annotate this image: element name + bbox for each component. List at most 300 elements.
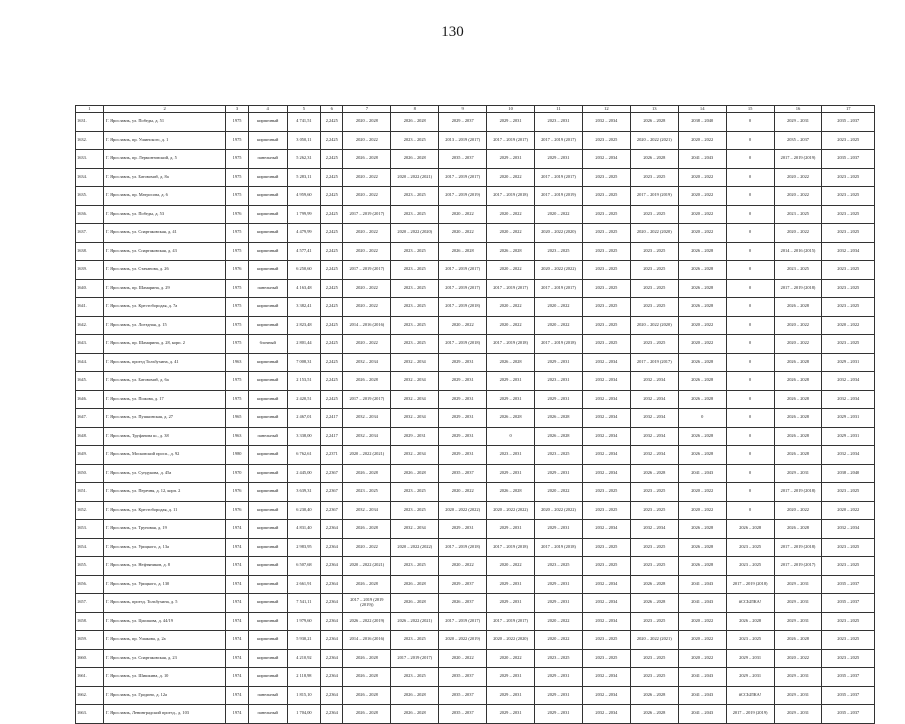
row-number-cell: 1634.	[76, 168, 104, 187]
table-cell: 2023 – 2025	[630, 205, 678, 224]
table-cell: 2029 – 2031	[774, 575, 822, 594]
table-cell: 2020 – 2022	[774, 168, 822, 187]
table-cell: 2023 – 2025	[630, 261, 678, 280]
table-cell: 2023 – 2025	[582, 557, 630, 576]
table-cell: 3 639,31	[287, 483, 320, 502]
table-cell: 2017 – 2019 (2017)	[343, 390, 391, 409]
table-cell: 2026 – 2028	[343, 705, 391, 724]
address-cell: Г. Ярославль, ул. Батовомаб, д. 6а	[103, 372, 226, 391]
table-cell: 2041 – 2043	[678, 594, 726, 613]
table-cell: 2029 – 2031	[535, 705, 583, 724]
table-cell: 1976	[226, 261, 248, 280]
table-cell: 0	[726, 150, 774, 169]
table-cell: 2032 – 2034	[582, 409, 630, 428]
table-cell: 2026 – 2022 (2021)	[391, 612, 439, 631]
table-cell: 2032 – 2034	[822, 390, 875, 409]
table-cell: 4 741,51	[287, 113, 320, 132]
table-cell: 2029 – 2031	[487, 150, 535, 169]
table-cell: 2 445,00	[287, 464, 320, 483]
table-cell: 1974	[226, 686, 248, 705]
table-cell: 1975	[226, 279, 248, 298]
table-cell: 2023 – 2025	[582, 279, 630, 298]
table-cell: 2020 – 2022	[343, 335, 391, 354]
table-cell: 2,2425	[321, 131, 343, 150]
table-cell: кирпичный	[248, 409, 287, 428]
table-cell: кирпичный	[248, 483, 287, 502]
table-cell: 0	[726, 205, 774, 224]
table-cell: 2032 – 2034	[630, 446, 678, 465]
table-cell: 1975	[226, 131, 248, 150]
table-cell: кирпичный	[248, 557, 287, 576]
table-cell: 2035 – 2037	[822, 575, 875, 594]
table-cell: 2029 – 2031	[439, 427, 487, 446]
table-cell: 2032 – 2034	[391, 390, 439, 409]
table-cell: 2026 – 2028	[774, 353, 822, 372]
table-cell: 2020 – 2022 (2020)	[391, 224, 439, 243]
row-number-cell: 1647.	[76, 409, 104, 428]
table-cell: 2029 – 2031	[487, 113, 535, 132]
table-cell: 2020 – 2022 (2021)	[343, 446, 391, 465]
table-cell: 1975	[226, 224, 248, 243]
table-row	[76, 483, 875, 502]
table-cell: 2029 – 2031	[439, 409, 487, 428]
table-cell: 2023 – 2025	[726, 538, 774, 557]
table-cell: 2020 – 2022 (2020)	[487, 631, 535, 650]
table-body	[76, 113, 875, 724]
table-cell: 2020 – 2022	[439, 649, 487, 668]
table-cell: 2017 – 2019 (2018)	[535, 335, 583, 354]
table-cell: 2017 – 2019 (2017)	[439, 168, 487, 187]
table-cell: 2023 – 2025	[582, 649, 630, 668]
table-cell: 2,2425	[321, 279, 343, 298]
table-cell: 2026 – 2028	[343, 464, 391, 483]
table-cell: 2017 – 2019 (2018)	[774, 483, 822, 502]
table-cell: 2026 – 2028	[630, 594, 678, 613]
table-cell: 2,2417	[321, 409, 343, 428]
table-cell: кирпичный	[248, 575, 287, 594]
table-row	[76, 464, 875, 483]
row-number-cell: 1633.	[76, 150, 104, 169]
row-number-cell: 1632.	[76, 131, 104, 150]
table-cell: 2029 – 2031	[439, 390, 487, 409]
table-cell: кирпичный	[248, 538, 287, 557]
table-cell: 2026 – 2028	[535, 409, 583, 428]
table-cell: 2023 – 2025	[630, 668, 678, 687]
table-cell: 2026 – 2028	[487, 353, 535, 372]
table-cell: 2023 – 2025	[391, 279, 439, 298]
table-cell: кирпичный	[248, 649, 287, 668]
table-cell: 1963	[226, 353, 248, 372]
address-cell: Г. Ярославль, ул. Спартаковская, д. 23	[103, 649, 226, 668]
table-cell: 2023 – 2025	[535, 649, 583, 668]
table-cell: 2023 – 2025	[630, 298, 678, 317]
table-cell: 2 153,51	[287, 372, 320, 391]
table-cell: 2,2364	[321, 557, 343, 576]
address-cell: Г. Ярославль, ул. Спартаковская, д. 43	[103, 242, 226, 261]
table-cell: 2023 – 2025	[774, 205, 822, 224]
table-cell: 0	[726, 113, 774, 132]
table-cell: 2017 – 2019 (2017)	[439, 612, 487, 631]
table-cell: 2014 – 2016 (2015)	[774, 242, 822, 261]
row-number-cell: 1655.	[76, 557, 104, 576]
table-cell: 2023 – 2025	[582, 538, 630, 557]
row-number-cell: 1631.	[76, 113, 104, 132]
table-cell: 2020 – 2022	[487, 298, 535, 317]
table-cell: #ССЫЛКА!	[726, 686, 774, 705]
table-cell: 2023 – 2025	[822, 279, 875, 298]
table-cell: 2020 – 2022 (2022)	[535, 261, 583, 280]
table-cell: 2023 – 2025	[630, 557, 678, 576]
table-cell: 2026 – 2028	[343, 520, 391, 539]
table-cell: кирпичный	[248, 187, 287, 206]
table-cell: 2026 – 2022 (2019)	[343, 612, 391, 631]
column-header: 1	[76, 106, 104, 113]
row-number-cell: 1639.	[76, 261, 104, 280]
table-cell: 2023 – 2031	[487, 446, 535, 465]
table-cell: 2 420,51	[287, 390, 320, 409]
table-cell: 2035 – 2037	[822, 113, 875, 132]
table-cell: 2,2425	[321, 187, 343, 206]
table-row	[76, 261, 875, 280]
table-cell: 2,2425	[321, 242, 343, 261]
table-cell: 2020 – 2022	[678, 649, 726, 668]
table-cell: 2029 – 2031	[487, 594, 535, 613]
table-cell: 2,2425	[321, 261, 343, 280]
table-cell: 0	[726, 409, 774, 428]
table-cell: кирпичный	[248, 446, 287, 465]
table-cell: 2035 – 2037	[774, 131, 822, 150]
table-cell: 2023 – 2025	[822, 631, 875, 650]
table-cell: 1 704,00	[287, 705, 320, 724]
table-cell: 2020 – 2022	[343, 168, 391, 187]
address-cell: Г. Ярославль, ул. Пушкинская, д. 27	[103, 409, 226, 428]
table-cell: 2020 – 2022	[535, 612, 583, 631]
table-cell: 2029 – 2031	[774, 612, 822, 631]
table-cell: 2020 – 2022	[822, 501, 875, 520]
address-cell: Г. Ярославль, ул. Урицкого, д. 13а	[103, 538, 226, 557]
table-cell: 2029 – 2031	[487, 520, 535, 539]
column-header: 16	[774, 106, 822, 113]
row-number-cell: 1663.	[76, 705, 104, 724]
table-cell: 2023 – 2025	[630, 501, 678, 520]
table-cell: 2023 – 2025	[582, 224, 630, 243]
table-cell: 2023 – 2031	[535, 113, 583, 132]
table-cell: 2023 – 2025	[391, 131, 439, 150]
table-cell: 2020 – 2028	[343, 113, 391, 132]
table-cell: 5 283,11	[287, 168, 320, 187]
table-cell: 2029 – 2031	[535, 520, 583, 539]
row-number-cell: 1651.	[76, 483, 104, 502]
table-cell: 1974	[226, 538, 248, 557]
address-cell: Г. Ярославль, проезд Тольбухина, д. 41	[103, 353, 226, 372]
table-cell: 2026 – 2028	[343, 372, 391, 391]
table-cell: 7 541,11	[287, 594, 320, 613]
table-cell: 2017 – 2019 (2017)	[630, 353, 678, 372]
table-cell: 2,2417	[321, 427, 343, 446]
table-cell: 2026 – 2028	[343, 575, 391, 594]
table-cell: 2032 – 2034	[391, 353, 439, 372]
table-cell: панельный	[248, 705, 287, 724]
table-cell: 2032 – 2034	[343, 501, 391, 520]
table-cell: 0	[726, 483, 774, 502]
table-cell: 2023 – 2025	[391, 631, 439, 650]
table-cell: 2026 – 2028	[726, 612, 774, 631]
table-cell: 2032 – 2034	[582, 464, 630, 483]
table-cell: 2020 – 2022	[678, 483, 726, 502]
address-cell: Г. Ярославль, ул. Перечня, д. 12, корп. 2	[103, 483, 226, 502]
table-cell: 2017 – 2019 (2019)	[535, 187, 583, 206]
table-row	[76, 520, 875, 539]
table-cell: 2023 – 2025	[822, 612, 875, 631]
table-cell: 2026 – 2028	[487, 242, 535, 261]
table-row	[76, 649, 875, 668]
table-row	[76, 372, 875, 391]
row-number-cell: 1649.	[76, 446, 104, 465]
table-cell: 2035 – 2037	[439, 686, 487, 705]
table-cell: 2026 – 2028	[343, 668, 391, 687]
column-header: 2	[103, 106, 226, 113]
table-cell: 2026 – 2028	[678, 298, 726, 317]
table-cell: 2023 – 2025	[582, 501, 630, 520]
address-cell: Г. Ярославль, пр. Ушакова, д. 2а	[103, 631, 226, 650]
table-cell: 0	[726, 372, 774, 391]
table-cell: 2032 – 2034	[582, 150, 630, 169]
table-cell: 2041 – 2043	[678, 686, 726, 705]
table-cell: 2020 – 2022	[487, 224, 535, 243]
table-cell: 2,2425	[321, 205, 343, 224]
table-cell: 1974	[226, 705, 248, 724]
table-cell: 1974	[226, 557, 248, 576]
address-cell: Г. Ярославль, ул. Гродино, д. 12а	[103, 686, 226, 705]
row-number-cell: 1635.	[76, 187, 104, 206]
table-cell: кирпичный	[248, 353, 287, 372]
table-cell: 2,2364	[321, 594, 343, 613]
table-row	[76, 150, 875, 169]
table-cell: 2032 – 2034	[822, 372, 875, 391]
table-cell: 2029 – 2031	[439, 353, 487, 372]
table-cell: 2023 – 2025	[822, 298, 875, 317]
row-number-cell: 1650.	[76, 464, 104, 483]
table-cell: 2026 – 2028	[391, 705, 439, 724]
table-cell: 2029 – 2037	[439, 113, 487, 132]
column-header: 13	[630, 106, 678, 113]
table-cell: 2029 – 2031	[774, 594, 822, 613]
row-number-cell: 1656.	[76, 575, 104, 594]
table-cell: 2029 – 2031	[487, 372, 535, 391]
table-cell: 2017 – 2019 (2017)	[535, 131, 583, 150]
table-cell: 2,2364	[321, 575, 343, 594]
table-cell: 2020 – 2022	[487, 649, 535, 668]
table-cell: 2032 – 2034	[391, 372, 439, 391]
table-cell: 2023 – 2025	[822, 557, 875, 576]
address-cell: Г. Ярославль, ул. Спартаковская, д. 41	[103, 224, 226, 243]
table-cell: 2,2364	[321, 538, 343, 557]
table-cell: кирпичный	[248, 298, 287, 317]
table-cell: 2026 – 2028	[774, 390, 822, 409]
table-cell: 1974	[226, 575, 248, 594]
table-cell: 2023 – 2025	[582, 205, 630, 224]
table-cell: кирпичный	[248, 316, 287, 335]
table-cell: 2026 – 2028	[774, 372, 822, 391]
table-cell: 2023 – 2025	[630, 649, 678, 668]
table-cell: 2029 – 2031	[535, 464, 583, 483]
table-cell: 2013 – 2019 (2017)	[439, 131, 487, 150]
table-cell: 2023 – 2025	[582, 335, 630, 354]
row-number-cell: 1652.	[76, 501, 104, 520]
table-row	[76, 409, 875, 428]
table-cell: 0	[726, 224, 774, 243]
table-cell: 1976	[226, 483, 248, 502]
table-cell: 2020 – 2022 (2020)	[535, 224, 583, 243]
address-cell: Г. Ярославль, ул. Батовомаб, д. 8а	[103, 168, 226, 187]
column-header: 15	[726, 106, 774, 113]
table-cell: 2026 – 2028	[630, 705, 678, 724]
table-cell: 2,2364	[321, 520, 343, 539]
table-cell: 2023 – 2025	[582, 242, 630, 261]
table-cell: 2020 – 2022	[678, 168, 726, 187]
table-cell: 2023 – 2025	[822, 649, 875, 668]
table-cell: 2023 – 2025	[391, 261, 439, 280]
table-cell: 2032 – 2034	[582, 113, 630, 132]
row-number-cell: 1659.	[76, 631, 104, 650]
table-cell: 2035 – 2037	[439, 150, 487, 169]
table-cell: 2035 – 2037	[439, 668, 487, 687]
table-row	[76, 224, 875, 243]
table-cell: 2020 – 2022 (2021)	[391, 168, 439, 187]
table-cell: 2020 – 2022 (2021)	[630, 131, 678, 150]
table-cell: 2026 – 2028	[343, 150, 391, 169]
table-cell: 2,2371	[321, 446, 343, 465]
table-cell: 6 230,40	[287, 501, 320, 520]
address-cell: Г. Ярославль, пр. Матросова, д. 6	[103, 187, 226, 206]
table-row	[76, 686, 875, 705]
table-cell: 2017 – 2019 (2018)	[487, 335, 535, 354]
table-row	[76, 298, 875, 317]
table-cell: 2023 – 2025	[582, 131, 630, 150]
table-cell: 2020 – 2022	[678, 205, 726, 224]
table-cell: 2029 – 2031	[726, 649, 774, 668]
table-cell: 2017 – 2019 (2018)	[774, 279, 822, 298]
table-cell: 4 831,40	[287, 520, 320, 539]
table-cell: 2 467,01	[287, 409, 320, 428]
table-row	[76, 335, 875, 354]
table-cell: 1974	[226, 631, 248, 650]
column-header: 11	[535, 106, 583, 113]
table-cell: 2020 – 2022 (2022)	[439, 501, 487, 520]
table-cell: 2026 – 2028	[774, 427, 822, 446]
table-cell: 2041 – 2043	[678, 668, 726, 687]
table-cell: 2023 – 2025	[535, 242, 583, 261]
table-cell: 2017 – 2019 (2018)	[439, 538, 487, 557]
address-cell: Г. Ярославль, проезд. Тольбухина, д. 5	[103, 594, 226, 613]
table-cell: 2026 – 2028	[678, 353, 726, 372]
address-cell: Г. Ярославль, Труфанова ш., д. 38	[103, 427, 226, 446]
table-cell: 2017 – 2019 (2017)	[535, 168, 583, 187]
row-number-cell: 1645.	[76, 372, 104, 391]
table-cell: кирпичный	[248, 131, 287, 150]
row-number-cell: 1643.	[76, 335, 104, 354]
table-cell: 2020 – 2022	[439, 205, 487, 224]
table-cell: 2026 – 2028	[774, 631, 822, 650]
table-cell: 2023 – 2025	[391, 242, 439, 261]
table-cell: 2017 – 2019 (2019)	[726, 705, 774, 724]
table-cell: 2029 – 2031	[822, 409, 875, 428]
table-cell: 2032 – 2034	[630, 427, 678, 446]
table-cell: 2,2425	[321, 316, 343, 335]
table-cell: 2020 – 2022	[774, 501, 822, 520]
table-cell: 2029 – 2031	[535, 686, 583, 705]
table-cell: 2020 – 2022	[535, 483, 583, 502]
table-cell: 1974	[226, 612, 248, 631]
table-cell: 2029 – 2031	[535, 353, 583, 372]
table-cell: 2023 – 2025	[630, 335, 678, 354]
table-cell: 1970	[226, 464, 248, 483]
table-cell: 2,2425	[321, 335, 343, 354]
table-cell: 2026 – 2028	[726, 520, 774, 539]
table-cell: 2029 – 2031	[439, 372, 487, 391]
table-cell: 2,2367	[321, 501, 343, 520]
table-cell: 2029 – 2031	[487, 668, 535, 687]
table-cell: панельный	[248, 686, 287, 705]
table-cell: 2020 – 2022	[343, 242, 391, 261]
table-cell: 2026 – 2028	[678, 242, 726, 261]
table-cell: 2023 – 2025	[582, 298, 630, 317]
table-cell: 2029 – 2031	[487, 705, 535, 724]
table-cell: 2029 – 2031	[535, 668, 583, 687]
table-cell: 4 577,41	[287, 242, 320, 261]
table-cell: 2020 – 2022	[678, 316, 726, 335]
table-cell: кирпичный	[248, 390, 287, 409]
table-cell: 2017 – 2019 (2018)	[774, 538, 822, 557]
table-cell: 2017 – 2019 (2018)	[487, 187, 535, 206]
table-cell: 2020 – 2022	[487, 261, 535, 280]
table-cell: 2023 – 2025	[822, 187, 875, 206]
table-cell: 2023 – 2025	[822, 224, 875, 243]
table-cell: 2026 – 2028	[774, 446, 822, 465]
address-cell: Г. Ярославль, Московский просп., д. 92	[103, 446, 226, 465]
table-cell: панельный	[248, 279, 287, 298]
column-header: 6	[321, 106, 343, 113]
table-cell: 6 250,60	[287, 261, 320, 280]
table-cell: 2023 – 2025	[630, 242, 678, 261]
table-cell: 2026 – 2028	[774, 298, 822, 317]
table-cell: 2023 – 2025	[822, 483, 875, 502]
table-cell: 5 262,31	[287, 150, 320, 169]
table-cell: 0	[726, 242, 774, 261]
table-row	[76, 390, 875, 409]
table-cell: 2023 – 2025	[391, 316, 439, 335]
row-number-cell: 1658.	[76, 612, 104, 631]
table-cell: 2014 – 2016 (2016)	[343, 316, 391, 335]
table-cell: 2 823,48	[287, 316, 320, 335]
column-header: 3	[226, 106, 248, 113]
table-cell: 2 983,95	[287, 538, 320, 557]
table-cell: 2035 – 2037	[822, 668, 875, 687]
table-cell: 2032 – 2034	[582, 612, 630, 631]
table-cell: 2032 – 2034	[582, 427, 630, 446]
table-row	[76, 187, 875, 206]
table-cell: 1975	[226, 113, 248, 132]
table-cell: 2023 – 2025	[726, 557, 774, 576]
table-cell: 2020 – 2022	[774, 335, 822, 354]
table-cell: 2032 – 2034	[582, 594, 630, 613]
table-cell: 0	[726, 501, 774, 520]
table-cell: 2,2364	[321, 668, 343, 687]
table-cell: 4 210,92	[287, 649, 320, 668]
table-cell: 2023 – 2025	[822, 335, 875, 354]
table-cell: 2020 – 2022	[774, 224, 822, 243]
table-cell: 2035 – 2037	[822, 150, 875, 169]
